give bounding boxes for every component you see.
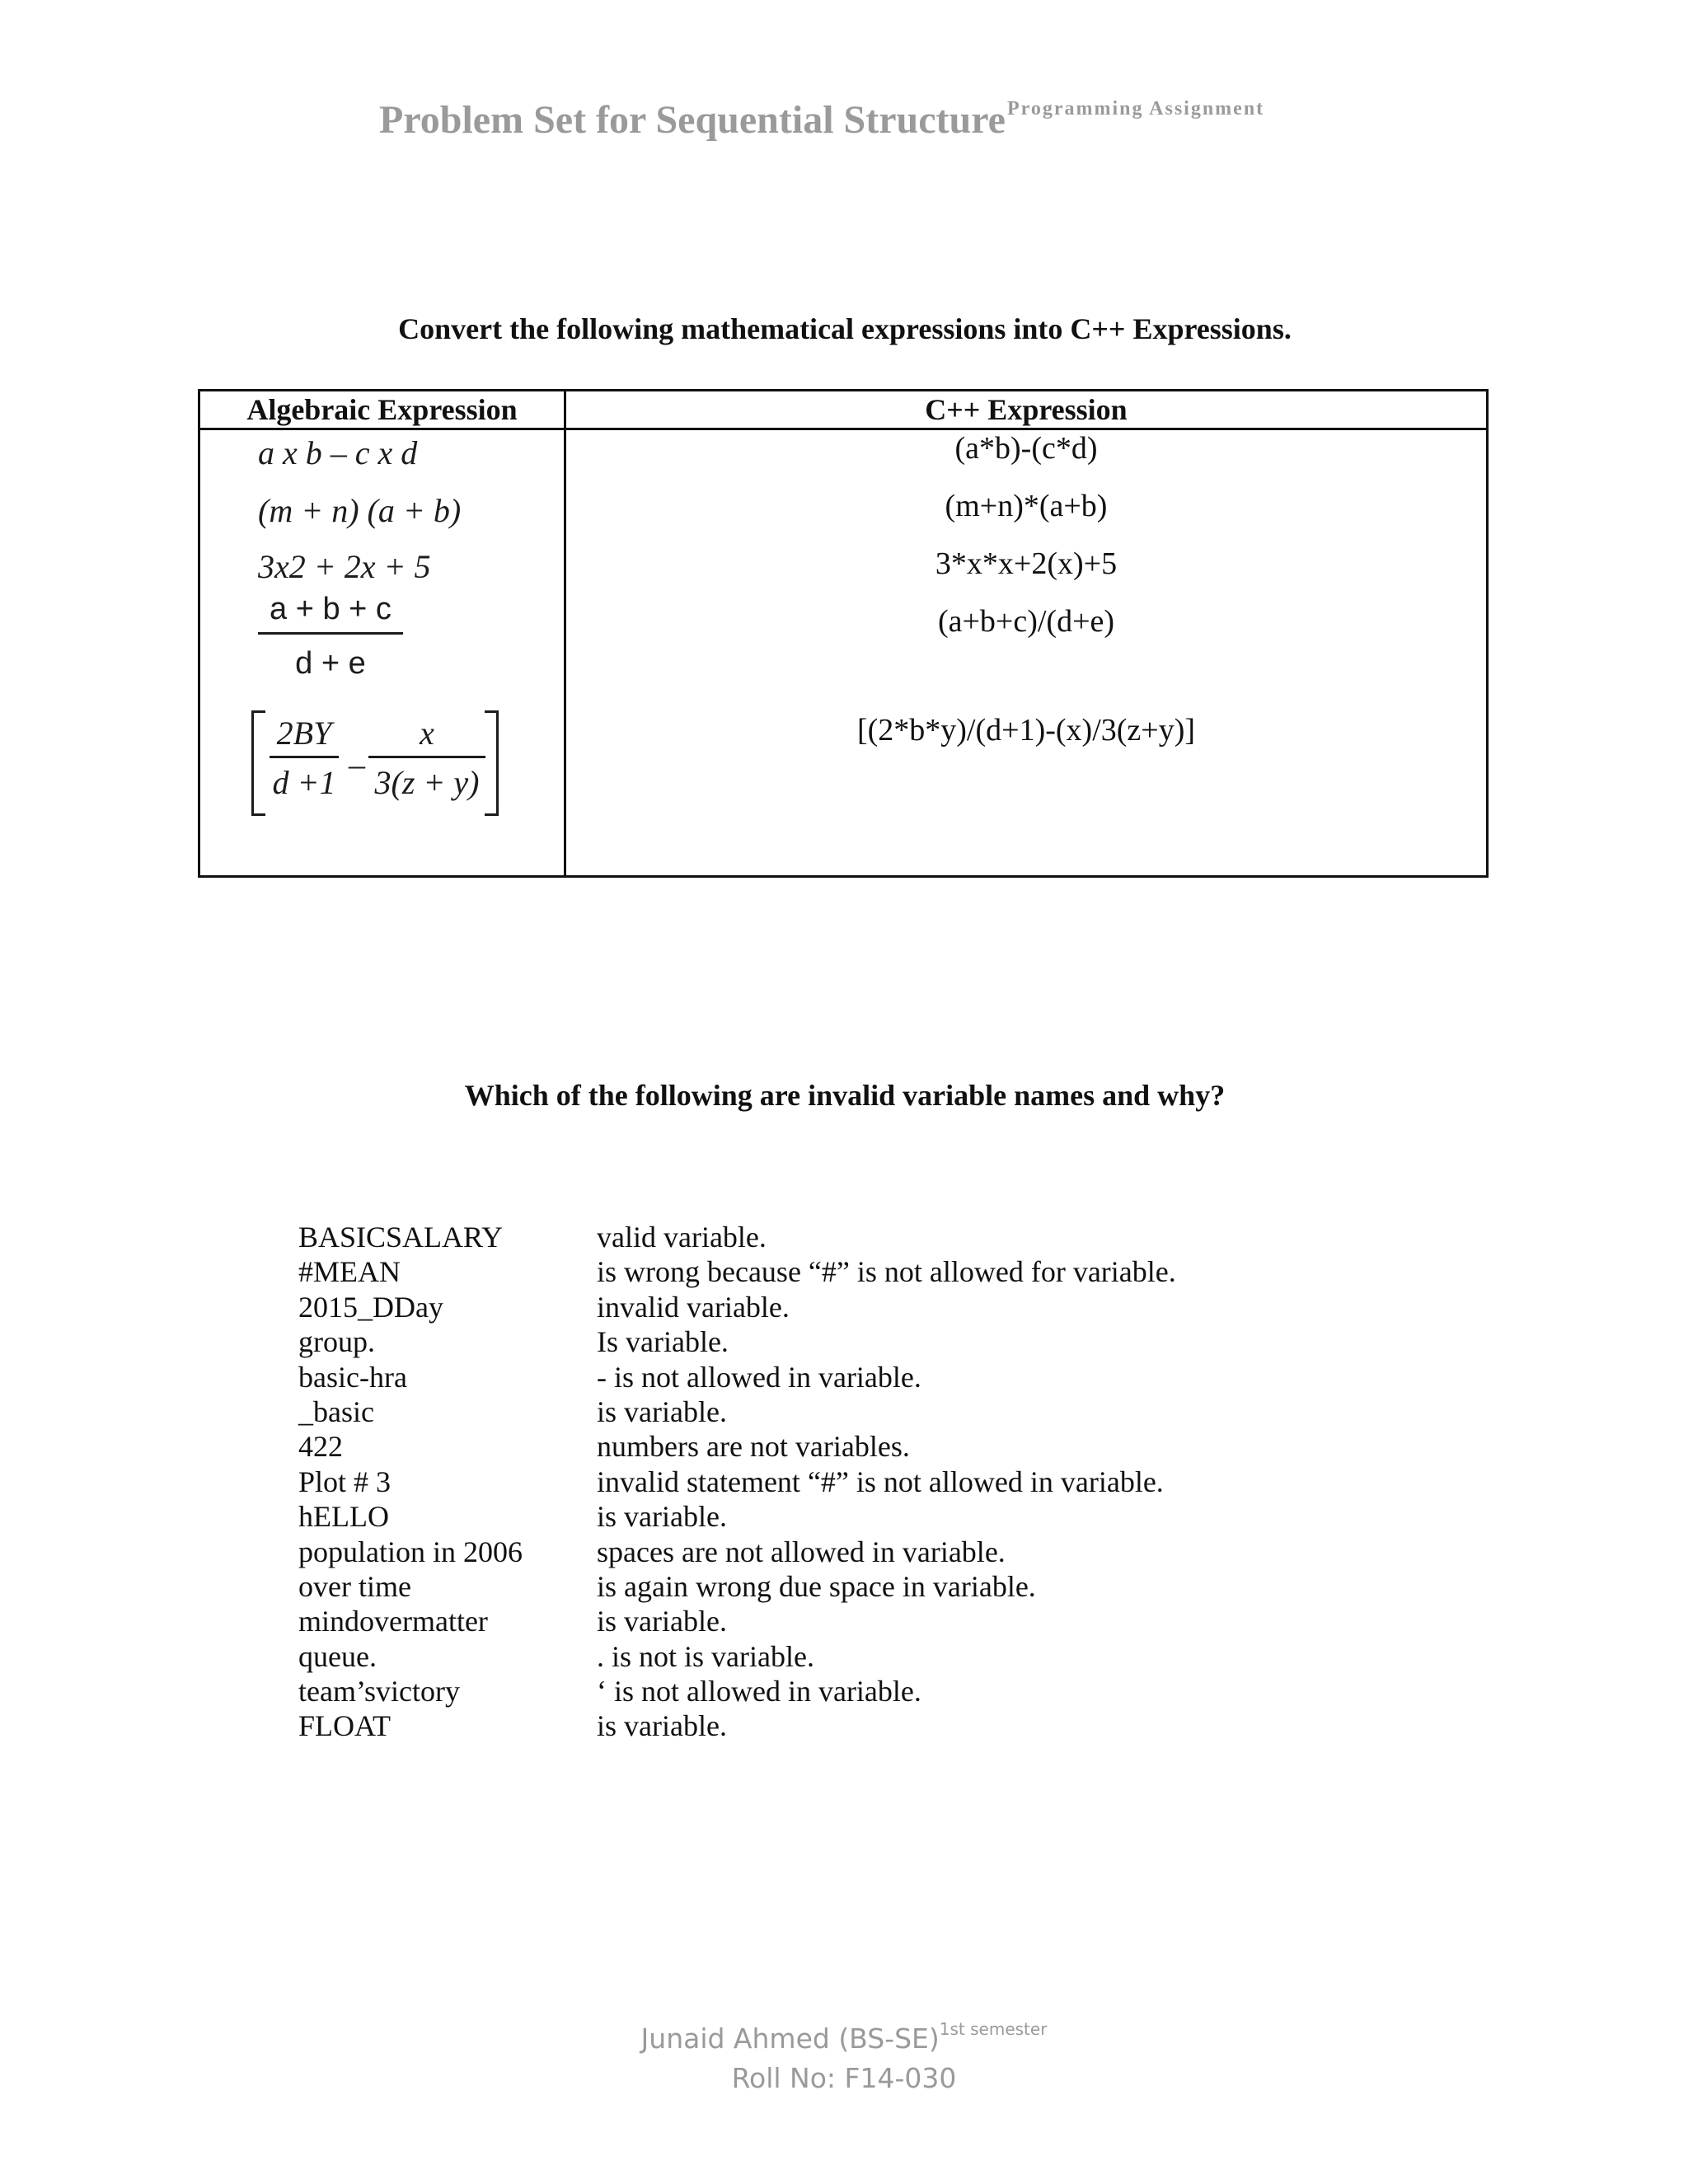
algebraic-expression-5 [251, 710, 499, 814]
variable-name: group. [298, 1325, 375, 1359]
variable-name: basic-hra [298, 1360, 407, 1394]
left-bracket [251, 710, 265, 816]
variable-name: #MEAN [298, 1255, 401, 1289]
footer-author: Junaid Ahmed (BS-SE) [640, 2022, 940, 2055]
variable-name: mindovermatter [298, 1605, 488, 1638]
fraction-denominator: 3(z + y) [374, 764, 480, 801]
algebraic-expression-4 [258, 592, 403, 682]
variable-explanation: invalid variable. [597, 1290, 790, 1324]
cpp-expression-4: (a+b+c)/(d+e) [937, 604, 1115, 639]
page-footer [0, 2009, 1688, 2098]
fraction-numerator: a + b + c [258, 592, 403, 635]
cpp-expression-5: [(2*b*y)/(d+1)-(x)/3(z+y)] [856, 713, 1196, 748]
footer-author-line [0, 2009, 1688, 2059]
variable-name: over time [298, 1569, 411, 1603]
column-header-algebraic: Algebraic Expression [199, 391, 565, 429]
variable-explanation: Is variable. [597, 1325, 729, 1359]
question-invalid-variables: Which of the following are invalid variable names and why? [464, 1079, 1226, 1112]
footer-roll-number: Roll No: F14-030 [731, 2062, 957, 2094]
right-bracket [485, 710, 499, 816]
algebraic-expression-1: a x b – c x d [258, 434, 418, 471]
variable-name: queue. [298, 1639, 377, 1673]
variable-explanation: is variable. [597, 1605, 727, 1638]
cpp-expression-3: 3*x*x+2(x)+5 [935, 546, 1118, 581]
column-header-cpp: C++ Expression [565, 391, 1488, 429]
variable-name: 422 [298, 1430, 343, 1464]
variable-name: Plot # 3 [298, 1465, 392, 1498]
algebraic-expression-3: 3x2 + 2x + 5 [258, 548, 431, 585]
variable-explanation: . is not is variable. [597, 1639, 814, 1673]
variable-name: hELLO [298, 1500, 389, 1534]
variable-explanation: is variable. [597, 1709, 727, 1743]
variable-explanation: is variable. [597, 1394, 727, 1428]
question-convert-expressions: Convert the following mathematical expressions into C++ Expressions. [398, 312, 1292, 345]
fraction-2by-over-d1 [270, 714, 339, 802]
page-header [379, 97, 1264, 143]
variable-explanation: ‘ is not allowed in variable. [597, 1675, 921, 1708]
expression-table [198, 389, 1489, 878]
table-body-row [199, 429, 1488, 877]
cpp-cell [565, 429, 1488, 877]
variable-explanation: numbers are not variables. [597, 1430, 910, 1464]
variable-explanation: valid variable. [597, 1221, 767, 1254]
document-subtitle: Programming Assignment [1006, 98, 1265, 120]
variable-explanation: is variable. [597, 1500, 727, 1534]
fraction-denominator: d +1 [272, 764, 336, 801]
document-title: Problem Set for Sequential Structure [379, 98, 1006, 142]
variable-explanation: is again wrong due space in variable. [597, 1569, 1036, 1603]
variable-name: population in 2006 [298, 1535, 523, 1568]
cpp-expression-2: (m+n)*(a+b) [945, 489, 1108, 523]
fraction-denominator: d + e [295, 646, 366, 681]
fraction-numerator: 2BY [270, 714, 339, 758]
variable-name: BASICSALARY [298, 1221, 504, 1254]
variable-name: FLOAT [298, 1709, 392, 1743]
table-header-row [199, 391, 1488, 429]
fraction-x-over-3zy [368, 714, 485, 802]
cpp-expression-1: (a*b)-(c*d) [954, 431, 1098, 466]
variable-name: _basic [298, 1394, 374, 1428]
variable-name: 2015_DDay [298, 1290, 443, 1324]
variable-explanation: spaces are not allowed in variable. [597, 1535, 1006, 1568]
algebraic-cell [199, 429, 565, 877]
footer-semester: 1st semester [939, 2019, 1048, 2039]
variable-explanation: is wrong because “#” is not allowed for variable. [597, 1255, 1176, 1289]
variable-explanation: - is not allowed in variable. [597, 1360, 921, 1394]
algebraic-expression-2: (m + n) (a + b) [258, 492, 462, 529]
minus-sign: – [349, 746, 365, 783]
fraction-numerator: x [368, 714, 485, 758]
variable-explanation: invalid statement “#” is not allowed in variable. [597, 1465, 1164, 1498]
variable-name: team’svictory [298, 1675, 460, 1708]
